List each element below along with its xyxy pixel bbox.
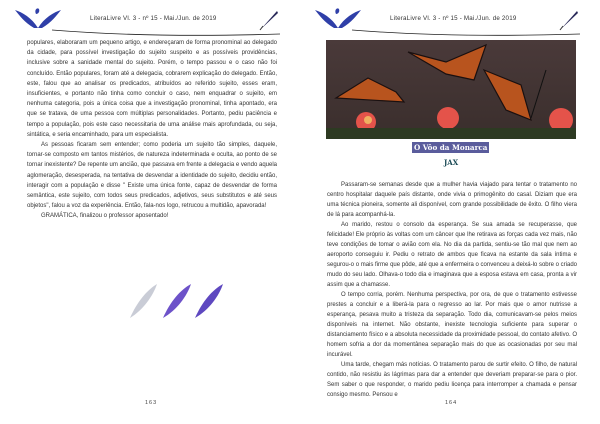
article-title: O Vôo da Monarca: [414, 143, 488, 152]
paragraph: Uma tarde, chegam más notícias. O tratamento parou de surtir efeito. O filho, de natural contido, não resistiu às lágrimas para dar a entender que deveriam preparar-se para o pior. Sem saber o que responder, o marido pediu licença para interromper a chamada e pensar consigo mesmo. Pensou e: [327, 362, 577, 398]
header-title: LiteraLivre Vl. 3 - nº 15 - Mai./Jun. de 2019: [390, 15, 517, 22]
page-number: 164: [445, 400, 458, 406]
article-text: [327, 180, 577, 400]
paragraph: As pessoas ficaram sem entender; como poderia um sujeito tão simples, daquele, tornar-se composto em tantos mistérios, de natureza indeterminada e oculta, ao ponto de se tornar inexistente? De repente um ancião, que passava em frente a delegacia e vendo aquela aglomeração, desesperada, na tentativa de desvendar a identidade do sujeito, decidiu então, interagir com a população e disse " Existe uma única fonte, capaz de desvendar de forma semântica, este sujeito, com todos seus predicados, adjetivos, seus substitutos e até seus objetos", falou a voz da experiência. Então, fala-nos logo, retrucou a multidão, apavorada!: [27, 142, 277, 210]
page-header: [312, 4, 588, 34]
header-swoosh: [352, 26, 582, 38]
article-continued-text: [27, 38, 277, 222]
paragraph: Passaram-se semanas desde que a mulher havia viajado para tentar o tratamento no centro hospitalar daquele país distante, onde vivia o primogênito do casal. Diziam que era uma técnica pioneira, somente ali disponível, com grande possibilidade de êxito. O filho viera de lá para acompanhá-la.: [327, 182, 577, 218]
paragraph: populares, elaboraram um pequeno artigo, e endereçaram de forma pronominal ao delegado da cidade, para possível investigação do sujeito suspeito e as possíveis providências, inclusive sobre a sanidade mental do sujeito. Porém, o tempo passou e o caso não foi concluído. Então populares, foram até a delegacia, cobrarem explicação do delegado. Então, este, falou que ao analisar os predicados, atribuídos ao referido sujeito, esses eram, insuficientes, e portanto não tinha como concluir o caso, nem enquadrar o sujeito, em nenhuma categoria, pois a única coisa que a investigação pronominal, tinha apontado, era que se tratava, de uma pessoa com múltiplas personalidades. Portanto, pediu paciência e tempo a população, pois este caso necessitaria de uma análise mais aprofundada, ou seja, sintática, e seria encaminhado, para um especialista.: [27, 40, 277, 138]
paragraph: O tempo corria, porém. Nenhuma perspectiva, por ora, de que o tratamento estivesse prestes a concluir e a liberá-la para o regresso ao lar. Por mais que o amor nutrisse a esperança, pesava muito a tristeza da separação. Todo dia, comunicavam-se pelos meios disponíveis na internet. Não obstante, inexiste tecnologia suficiente para superar o distanciamento físico e a absoluta necessidade da proximidade pessoal, do contato afetivo. O homem sofria a dor da momentânea separação mais do que as ocasionadas por seu mal incurável.: [327, 292, 577, 358]
paragraph: GRAMÁTICA, finalizou o professor aposentado!: [41, 213, 169, 220]
monarch-butterflies-photo: [326, 40, 576, 139]
header-swoosh: [52, 26, 282, 38]
page-number: 163: [145, 400, 158, 406]
feathers-decoration-icon: [125, 280, 230, 320]
page-header: [12, 4, 288, 34]
header-title: LiteraLivre Vl. 3 - nº 15 - Mai./Jun. de 2019: [90, 15, 217, 22]
article-author: JAX: [444, 158, 459, 167]
paragraph: Ao marido, restou o consolo da esperança. Se sua amada se recuperasse, que felicidade! Ele próprio às voltas com um câncer que lhe retirava as forças cada vez mais, não teve condições de tomar o avião com ela. No dia da partida, sentiu-se tão mal que nem ao aeroporto conseguiu ir. Pediu o retrato de ambos que ficava na estante da sala íntima e segurou-o o mais firme que pôde, até que a enfermeira o convenceu a deixá-lo sobre o criado mudo do seu lado. Olhava-o todo dia e imaginava que a esposa estava em casa, pronta a vir assim que a chamasse.: [327, 222, 577, 288]
